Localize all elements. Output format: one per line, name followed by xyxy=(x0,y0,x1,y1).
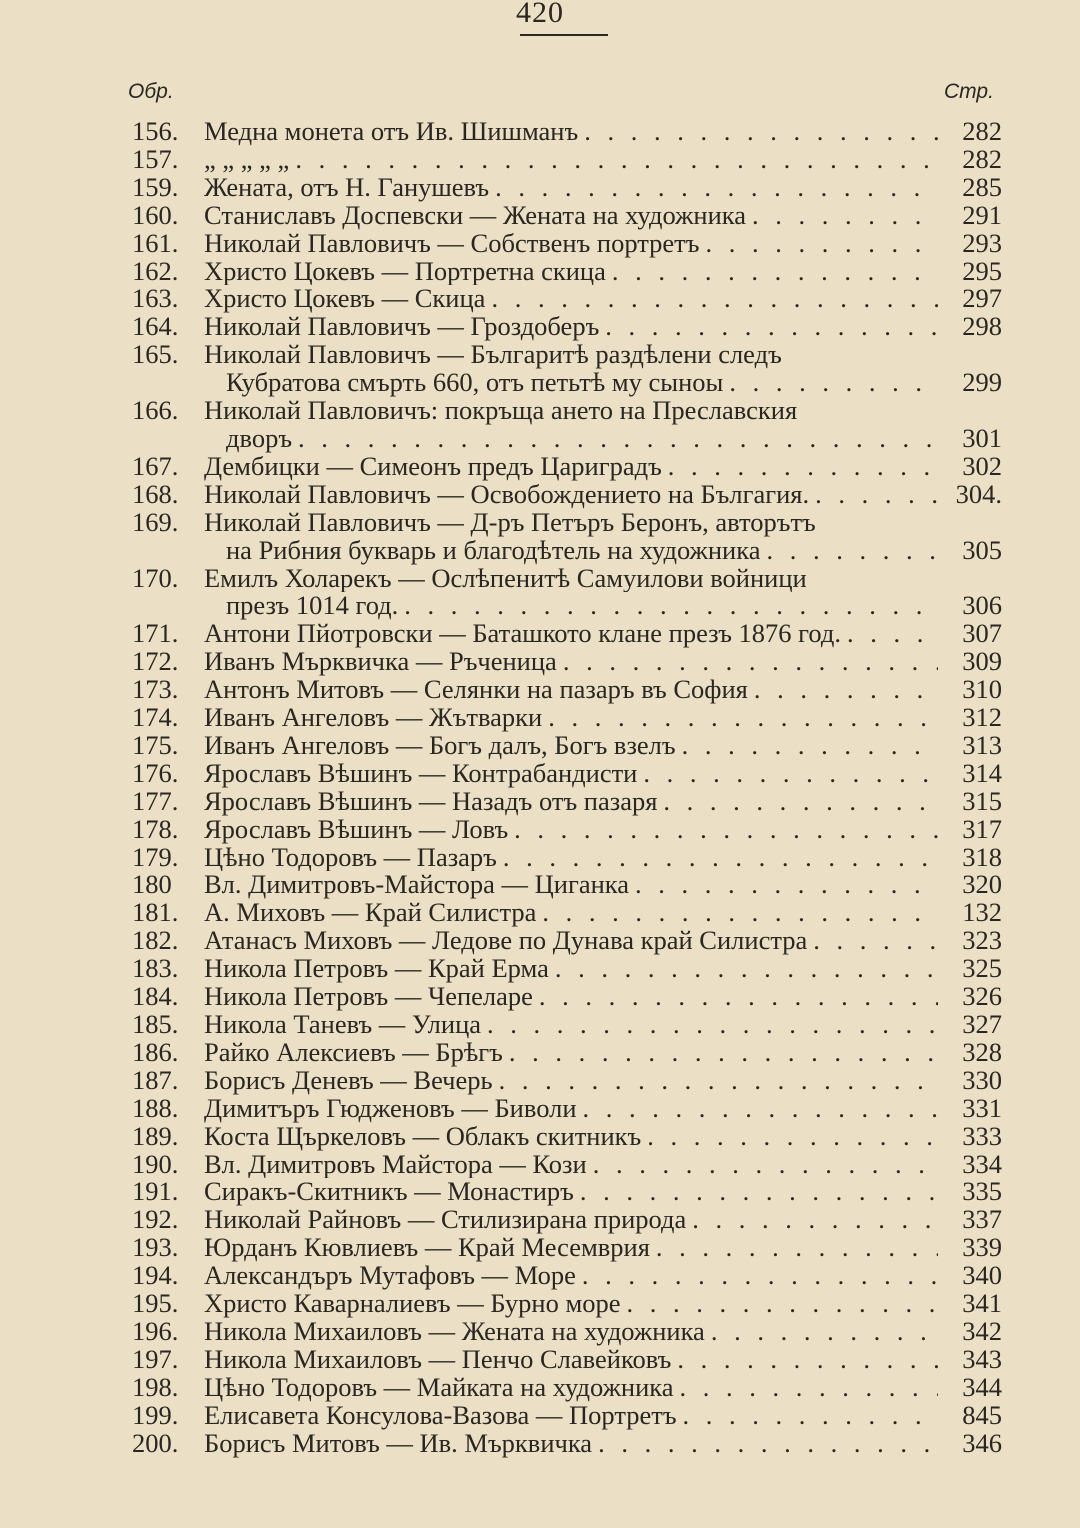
dot-leader xyxy=(598,1430,938,1458)
entry-line xyxy=(132,1206,1002,1234)
entry-line xyxy=(132,1064,1002,1095)
entry-line xyxy=(132,1371,1002,1402)
index-entry xyxy=(132,1011,1002,1039)
entry-number: 168. xyxy=(132,478,179,509)
index-entry xyxy=(132,927,1002,955)
entry-page-number: 334 xyxy=(962,1148,1002,1179)
entry-line xyxy=(132,729,1002,760)
index-entry xyxy=(132,1120,1002,1151)
dot-leader xyxy=(815,481,938,509)
entry-line xyxy=(132,785,1002,816)
entry-title: Дембицки — Симеонъ предъ Цариградъ xyxy=(204,452,662,481)
index-entry xyxy=(132,1315,1002,1346)
entry-line xyxy=(132,676,1002,704)
entry-line xyxy=(132,899,1002,927)
entry-line xyxy=(132,313,1002,341)
entry-number: 178. xyxy=(132,813,179,844)
index-entry xyxy=(132,450,1002,481)
dot-leader xyxy=(680,1374,938,1402)
entry-title: Ярославъ Вѣшинъ — Контрабандисти xyxy=(204,759,638,788)
entry-title: Атанасъ Миховъ — Ледове по Дунава край Силистра xyxy=(204,927,808,956)
entry-number: 184. xyxy=(132,981,179,1012)
index-entry xyxy=(132,255,1002,286)
entry-number: 188. xyxy=(132,1092,179,1123)
index-entry xyxy=(132,227,1002,258)
entry-page-number: 307 xyxy=(962,618,1002,649)
dot-leader xyxy=(705,230,938,258)
entry-number: 194. xyxy=(132,1260,179,1291)
entry-page-number: 313 xyxy=(962,729,1002,760)
entry-number: 196. xyxy=(132,1315,179,1346)
entry-page-number: 302 xyxy=(962,450,1002,481)
entry-page-number: 299 xyxy=(962,367,1002,398)
entry-line xyxy=(132,841,1002,872)
entry-page-number: 318 xyxy=(962,841,1002,872)
dot-leader xyxy=(509,1039,938,1067)
entry-title: Николай Павловичъ — Д-ръ Петъръ Беронъ, авторътъ xyxy=(204,508,816,537)
entry-title: Никола Михаиловъ — Жената на художника xyxy=(204,1317,705,1346)
column-header-figure: Обр. xyxy=(128,80,174,103)
entry-page-number: 330 xyxy=(962,1064,1002,1095)
page-number: 420 xyxy=(516,0,564,29)
index-entry xyxy=(132,171,1002,202)
index-entry xyxy=(132,199,1002,230)
entry-title: Станиславъ Доспевски — Жената на художника xyxy=(204,201,746,230)
entry-line xyxy=(132,1036,1002,1067)
entry-line xyxy=(132,562,1002,593)
entry-title: Борисъ Митовъ — Ив. Мърквичка xyxy=(204,1429,593,1458)
index-entry xyxy=(132,285,1002,313)
entry-number: 171. xyxy=(132,618,179,649)
entry-title: Цѣно Тодоровъ — Майката на художника xyxy=(204,1373,674,1402)
index-entry xyxy=(132,841,1002,872)
entry-line xyxy=(132,927,1002,955)
entry-title: на Рибния букварь и благодѣтель на художника xyxy=(226,536,761,565)
dot-leader xyxy=(583,1095,938,1123)
entry-page-number: 317 xyxy=(962,813,1002,844)
entry-number: 170. xyxy=(132,562,179,593)
entry-number: 169. xyxy=(132,506,179,537)
dot-leader xyxy=(683,1402,938,1430)
entry-page-number: 327 xyxy=(962,1009,1002,1039)
index-entry xyxy=(132,648,1002,676)
entry-number: 190. xyxy=(132,1148,179,1179)
entry-line xyxy=(132,757,1002,788)
entry-title: Ярославъ Вѣшинъ — Назадъ отъ пазаря xyxy=(204,787,658,816)
index-entry xyxy=(132,1092,1002,1123)
dot-leader xyxy=(295,146,938,174)
index-entry xyxy=(132,620,1002,648)
entry-number: 175. xyxy=(132,729,179,760)
entry-title: Медна монета отъ Ив. Шишманъ xyxy=(204,118,579,146)
entry-number: 185. xyxy=(132,1009,179,1039)
entry-number: 167. xyxy=(132,450,179,481)
entry-page-number: 295 xyxy=(962,255,1002,286)
entry-line xyxy=(132,1148,1002,1179)
entry-line xyxy=(132,592,1002,620)
entry-page-number: 282 xyxy=(962,116,1002,146)
entry-line xyxy=(132,227,1002,258)
entry-page-number: 282 xyxy=(962,143,1002,174)
entry-number: 186. xyxy=(132,1036,179,1067)
dot-leader xyxy=(612,258,938,286)
index-entry xyxy=(132,1427,1002,1458)
entry-number: 165. xyxy=(132,339,179,370)
dot-leader xyxy=(847,620,938,648)
entry-title: Николай Павловичъ — Гроздоберъ xyxy=(204,313,600,342)
index-entry xyxy=(132,1036,1002,1067)
entry-page-number: 293 xyxy=(962,227,1002,258)
entry-page-number: 320 xyxy=(962,869,1002,900)
entry-number: 183. xyxy=(132,953,179,984)
entry-number: 161. xyxy=(132,227,179,258)
entry-title: Жената, отъ Н. Ганушевъ xyxy=(204,173,490,202)
entry-page-number: 343 xyxy=(962,1343,1002,1374)
index-entry xyxy=(132,785,1002,816)
index-entry xyxy=(132,1290,1002,1318)
entry-number: 164. xyxy=(132,311,179,342)
entry-number: 189. xyxy=(132,1120,179,1151)
entry-title: Александъръ Мутафовъ — Море xyxy=(204,1262,576,1291)
entry-page-number: 315 xyxy=(962,785,1002,816)
index-entry xyxy=(132,676,1002,704)
dot-leader xyxy=(663,788,938,816)
entry-page-number: 312 xyxy=(962,702,1002,733)
entry-page-number: 339 xyxy=(962,1232,1002,1263)
dot-leader xyxy=(491,285,938,313)
entry-line xyxy=(132,118,1002,146)
entry-line xyxy=(132,506,1002,537)
index-entry xyxy=(132,313,1002,341)
entry-title: Николай Райновъ — Стилизирана природа xyxy=(204,1206,687,1235)
entry-line xyxy=(132,1399,1002,1430)
index-entry xyxy=(132,1206,1002,1234)
entry-line xyxy=(132,199,1002,230)
dot-leader xyxy=(503,844,938,872)
index-entry xyxy=(132,813,1002,844)
entry-line xyxy=(132,341,1002,369)
entry-line xyxy=(132,813,1002,844)
entry-line xyxy=(132,478,1002,509)
dot-leader xyxy=(298,425,938,453)
index-entry xyxy=(132,1399,1002,1430)
entry-title: Никола Михаиловъ — Пенчо Славейковъ xyxy=(204,1345,672,1374)
entry-page-number: 298 xyxy=(962,311,1002,342)
entry-title: Ярославъ Вѣшинъ — Ловъ xyxy=(204,815,509,844)
index-entry xyxy=(132,757,1002,788)
entry-page-number: 297 xyxy=(962,283,1002,314)
entry-number: 199. xyxy=(132,1399,179,1430)
column-header-page: Стр. xyxy=(944,80,994,103)
entry-title: А. Миховъ — Край Силистра xyxy=(204,899,537,928)
entry-number: 182. xyxy=(132,925,179,956)
dot-leader xyxy=(729,369,938,397)
dot-leader xyxy=(514,816,938,844)
index-entry xyxy=(132,1148,1002,1179)
dot-leader xyxy=(813,927,938,955)
entry-title: Коста Щъркеловъ — Облакъ скитникъ xyxy=(204,1122,642,1151)
dot-leader xyxy=(677,1346,938,1374)
entry-line xyxy=(132,1011,1002,1039)
entry-title: „ „ „ „ „ xyxy=(204,145,290,174)
entry-number: 179. xyxy=(132,841,179,872)
entry-title: Христо Каварналиевъ — Бурно море xyxy=(204,1290,621,1318)
entry-line xyxy=(132,1234,1002,1262)
index-entry xyxy=(132,118,1002,146)
entry-line xyxy=(132,285,1002,313)
entry-title: Никола Петровъ — Край Ерма xyxy=(204,955,549,984)
entry-title: Никола Петровъ — Чепеларе xyxy=(204,983,533,1011)
entry-title: Кубратова смърть 660, отъ петьтѣ му сыноы xyxy=(226,369,724,398)
entry-line xyxy=(132,1427,1002,1458)
entry-title: Цѣно Тодоровъ — Пазаръ xyxy=(204,843,497,872)
entry-page-number: 301 xyxy=(962,422,1002,453)
index-entry xyxy=(132,704,1002,732)
entry-number: 166. xyxy=(132,395,179,426)
index-entry xyxy=(132,899,1002,927)
page-number-rule xyxy=(520,34,608,36)
entry-page-number: 309 xyxy=(962,646,1002,677)
entry-line xyxy=(132,983,1002,1011)
entry-number: 157. xyxy=(132,143,179,174)
entry-number: 162. xyxy=(132,255,179,286)
entry-title: Борисъ Деневъ — Вечерь xyxy=(204,1066,493,1095)
entry-line xyxy=(132,1315,1002,1346)
entry-page-number: 304. xyxy=(955,478,1002,509)
entry-number: 176. xyxy=(132,757,179,788)
entry-line xyxy=(132,955,1002,983)
index-entry xyxy=(132,341,1002,397)
entry-title: Христо Цокевъ — Скица xyxy=(204,285,486,314)
dot-leader xyxy=(752,202,938,230)
entry-page-number: 344 xyxy=(962,1371,1002,1402)
entry-title: Николай Павловичъ — Българитѣ раздѣлени следъ xyxy=(204,341,782,370)
index-entry xyxy=(132,562,1002,621)
dot-leader xyxy=(711,1318,938,1346)
entry-title: Иванъ Ангеловъ — Жътварки xyxy=(204,704,543,732)
entry-number: 173. xyxy=(132,674,179,705)
entry-line xyxy=(132,1092,1002,1123)
index-entry xyxy=(132,1178,1002,1206)
index-entry xyxy=(132,955,1002,983)
entry-title: Димитъръ Гюдженовъ — Биволи xyxy=(204,1094,577,1123)
entry-line xyxy=(132,1178,1002,1206)
entry-title: дворъ xyxy=(226,424,293,453)
entry-title: Антонъ Митовъ — Селянки на пазаръ въ София xyxy=(204,676,748,705)
entry-page-number: 306 xyxy=(962,590,1002,621)
index-entry xyxy=(132,983,1002,1011)
dot-leader xyxy=(548,704,938,732)
entry-page-number: 314 xyxy=(962,757,1002,788)
index-entry xyxy=(132,1371,1002,1402)
entry-title: Вл. Димитровъ-Майстора — Циганка xyxy=(204,871,630,900)
entry-number: 177. xyxy=(132,785,179,816)
entry-title: Антони Пйотровски — Баташкото клане презъ 1876 год. xyxy=(204,620,841,649)
entry-page-number: 310 xyxy=(962,674,1002,705)
entry-page-number: 285 xyxy=(962,171,1002,202)
entry-title: Сиракъ-Скитникъ — Монастиръ xyxy=(204,1178,574,1207)
entry-line xyxy=(132,422,1002,453)
index-entry xyxy=(132,729,1002,760)
entry-number: 156. xyxy=(132,116,179,146)
entry-page-number: 326 xyxy=(962,981,1002,1012)
entry-number: 195. xyxy=(132,1288,179,1319)
entry-title: Иванъ Мърквичка — Ръченица xyxy=(204,648,557,677)
entry-line xyxy=(132,1290,1002,1318)
dot-leader xyxy=(647,1123,938,1151)
entry-title: Емилъ Холарекъ — Ослѣпенитѣ Самуилови войници xyxy=(204,564,807,593)
entry-title: Христо Цокевъ — Портретна скица xyxy=(204,257,606,286)
dot-leader xyxy=(643,760,938,788)
entry-line xyxy=(132,1343,1002,1374)
index-entry xyxy=(132,1262,1002,1290)
dot-leader xyxy=(754,676,938,704)
entry-line xyxy=(132,648,1002,676)
entry-page-number: 335 xyxy=(962,1176,1002,1207)
entry-number: 159. xyxy=(132,171,179,202)
index-entry xyxy=(132,871,1002,899)
entry-line xyxy=(132,534,1002,565)
dot-leader xyxy=(539,983,938,1011)
entry-line xyxy=(132,255,1002,286)
entry-title: Николай Павловичъ — Собственъ портретъ xyxy=(204,229,700,258)
entry-title: Елисавета Консулова-Вазова — Портретъ xyxy=(204,1401,677,1430)
entry-line xyxy=(132,704,1002,732)
dot-leader xyxy=(682,732,938,760)
entry-page-number: 325 xyxy=(962,953,1002,984)
index-entry xyxy=(132,1064,1002,1095)
index-entry xyxy=(132,506,1002,565)
entry-line xyxy=(132,871,1002,899)
entry-number: 187. xyxy=(132,1064,179,1095)
entry-number: 180 xyxy=(132,869,172,900)
entry-number: 193. xyxy=(132,1232,179,1263)
entry-title: Райко Алексиевъ — Брѣгъ xyxy=(204,1038,503,1067)
entry-number: 191. xyxy=(132,1176,179,1207)
entry-page-number: 340 xyxy=(962,1260,1002,1291)
entry-number: 174. xyxy=(132,702,179,733)
entry-line xyxy=(132,1120,1002,1151)
entry-number: 181. xyxy=(132,897,179,928)
entry-page-number: 132 xyxy=(962,897,1002,928)
index-entry xyxy=(132,1343,1002,1374)
dot-leader xyxy=(555,955,938,983)
entry-number: 192. xyxy=(132,1204,179,1235)
entry-number: 160. xyxy=(132,199,179,230)
entry-page-number: 305 xyxy=(962,534,1002,565)
entry-line xyxy=(132,1262,1002,1290)
entry-line xyxy=(132,369,1002,397)
entry-line xyxy=(132,143,1002,174)
entry-line xyxy=(132,450,1002,481)
entry-title: Никола Таневъ — Улица xyxy=(204,1011,482,1039)
dot-leader xyxy=(580,1178,938,1206)
entry-page-number: 342 xyxy=(962,1315,1002,1346)
entry-number: 200. xyxy=(132,1427,179,1458)
dot-leader xyxy=(627,1290,939,1318)
dot-leader xyxy=(582,1262,938,1290)
entry-number: 172. xyxy=(132,646,179,677)
index-entry xyxy=(132,478,1002,509)
entry-line xyxy=(132,171,1002,202)
dot-leader xyxy=(495,174,938,202)
entry-title: Николай Павловичъ — Освобождението на Бългагия. xyxy=(204,480,810,509)
entry-page-number: 331 xyxy=(962,1092,1002,1123)
entry-line xyxy=(132,620,1002,648)
entry-page-number: 337 xyxy=(962,1204,1002,1235)
entry-page-number: 328 xyxy=(962,1036,1002,1067)
dot-leader xyxy=(404,592,938,620)
entry-page-number: 341 xyxy=(962,1288,1002,1319)
dot-leader xyxy=(542,899,938,927)
dot-leader xyxy=(593,1151,938,1179)
entry-page-number: 845 xyxy=(962,1399,1002,1430)
dot-leader xyxy=(584,118,938,146)
index-entry xyxy=(132,397,1002,453)
entry-page-number: 291 xyxy=(962,199,1002,230)
dot-leader xyxy=(499,1067,938,1095)
illustration-index-list xyxy=(132,118,1002,1458)
entry-number: 198. xyxy=(132,1371,179,1402)
dot-leader xyxy=(766,537,938,565)
entry-title: Вл. Димитровъ Майстора — Кози xyxy=(204,1150,587,1179)
dot-leader xyxy=(563,648,938,676)
entry-title: презъ 1014 год. xyxy=(226,592,399,621)
dot-leader xyxy=(656,1234,938,1262)
entry-number: 197. xyxy=(132,1343,179,1374)
dot-leader xyxy=(692,1206,938,1234)
index-entry xyxy=(132,1234,1002,1262)
entry-line xyxy=(132,397,1002,425)
entry-number: 163. xyxy=(132,283,179,314)
entry-page-number: 346 xyxy=(962,1427,1002,1458)
entry-title: Иванъ Ангеловъ — Богъ далъ, Богъ взелъ xyxy=(204,731,676,760)
entry-title: Николай Павловичъ: покръща ането на Преславския xyxy=(204,397,798,425)
index-entry xyxy=(132,143,1002,174)
dot-leader xyxy=(668,453,938,481)
dot-leader xyxy=(605,313,938,341)
dot-leader xyxy=(635,871,938,899)
dot-leader xyxy=(487,1011,938,1039)
entry-page-number: 333 xyxy=(962,1120,1002,1151)
entry-title: Юрданъ Кювлиевъ — Край Месемврия xyxy=(204,1234,650,1263)
entry-page-number: 323 xyxy=(962,925,1002,956)
